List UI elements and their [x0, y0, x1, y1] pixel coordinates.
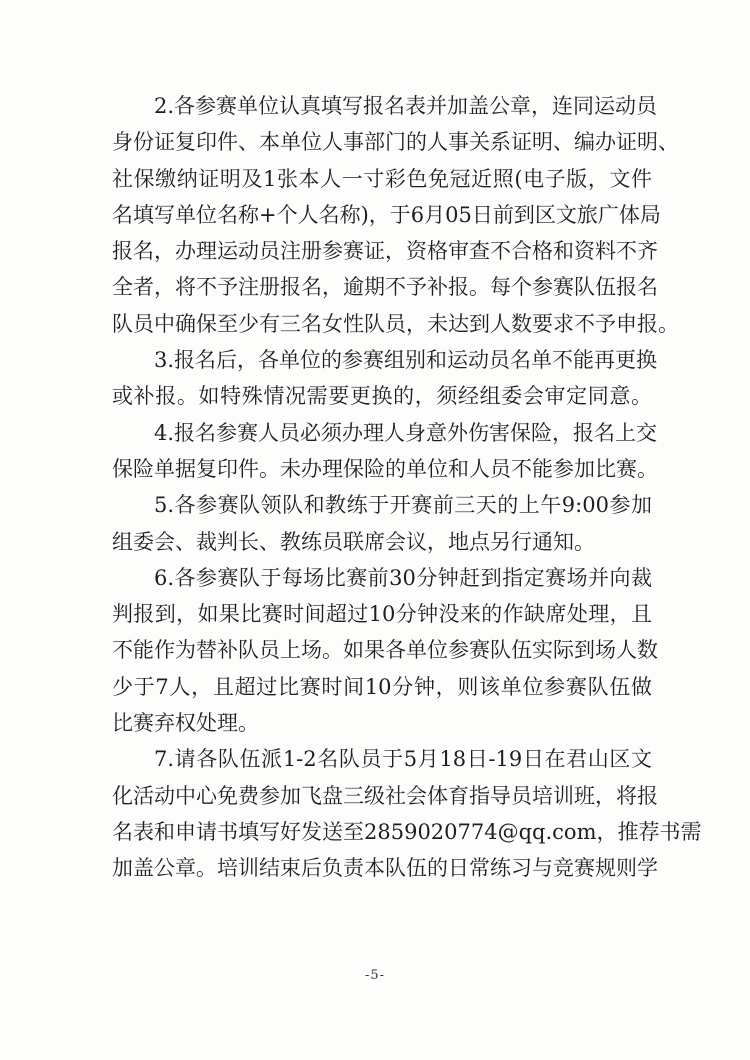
paragraph-item-5 [112, 487, 652, 560]
page-number: -5- [364, 968, 386, 983]
text-line: 报名，办理运动员注册参赛证，资格审查不合格和资料不齐 [112, 239, 658, 264]
text-line: 7.请各队伍派1-2名队员于5月18日-19日在君山区文 [154, 747, 652, 772]
text-line: 保险单据复印件。未办理保险的单位和人员不能参加比赛。 [112, 456, 658, 481]
text-line: 身份证复印件、本单位人事部门的人事关系证明、编办证明、 [112, 130, 679, 155]
text-line: 不能作为替补队员上场。如果各单位参赛队伍实际到场人数 [112, 638, 658, 663]
paragraph-item-6 [112, 560, 658, 741]
text-line: 组委会、裁判长、教练员联席会议，地点另行通知。 [112, 529, 595, 554]
text-line: 3.报名后，各单位的参赛组别和运动员名单不能再更换 [154, 348, 658, 373]
text-line: 比赛弃权处理。 [112, 711, 259, 736]
paragraph-item-4 [112, 415, 658, 488]
document-body [112, 88, 702, 887]
text-line: 2.各参赛单位认真填写报名表并加盖公章，连同运动员 [154, 94, 658, 118]
text-line: 加盖公章。培训结束后负责本队伍的日常练习与竞赛规则学 [112, 856, 658, 881]
text-line: 名表和申请书填写好发送至2859020774@qq.com，推荐书需 [112, 819, 702, 844]
paragraph-item-3 [112, 342, 658, 415]
paragraph-item-7 [112, 741, 702, 886]
text-line: 4.报名参赛人员必须办理人身意外伤害保险，报名上交 [154, 420, 658, 445]
text-line: 判报到，如果比赛时间超过10分钟没来的作缺席处理，且 [112, 602, 652, 627]
text-line: 少于7人，且超过比赛时间10分钟，则该单位参赛队伍做 [112, 674, 652, 699]
text-line: 队员中确保至少有三名女性队员，未达到人数要求不予申报。 [112, 311, 679, 336]
text-line: 5.各参赛队领队和教练于开赛前三天的上午9:00参加 [154, 493, 652, 518]
paragraph-item-2 [112, 88, 679, 342]
text-line: 或补报。如特殊情况需要更换的，须经组委会审定同意。 [112, 384, 652, 409]
text-line: 社保缴纳证明及1张本人一寸彩色免冠近照(电子版，文件 [112, 166, 652, 191]
text-line: 名填写单位名称+个人名称)，于6月05日前到区文旅广体局 [112, 202, 661, 227]
text-line: 6.各参赛队于每场比赛前30分钟赶到指定赛场并向裁 [154, 565, 652, 590]
text-line: 全者，将不予注册报名，逾期不予补报。每个参赛队伍报名 [112, 275, 658, 300]
text-line: 化活动中心免费参加飞盘三级社会体育指导员培训班，将报 [112, 783, 658, 808]
